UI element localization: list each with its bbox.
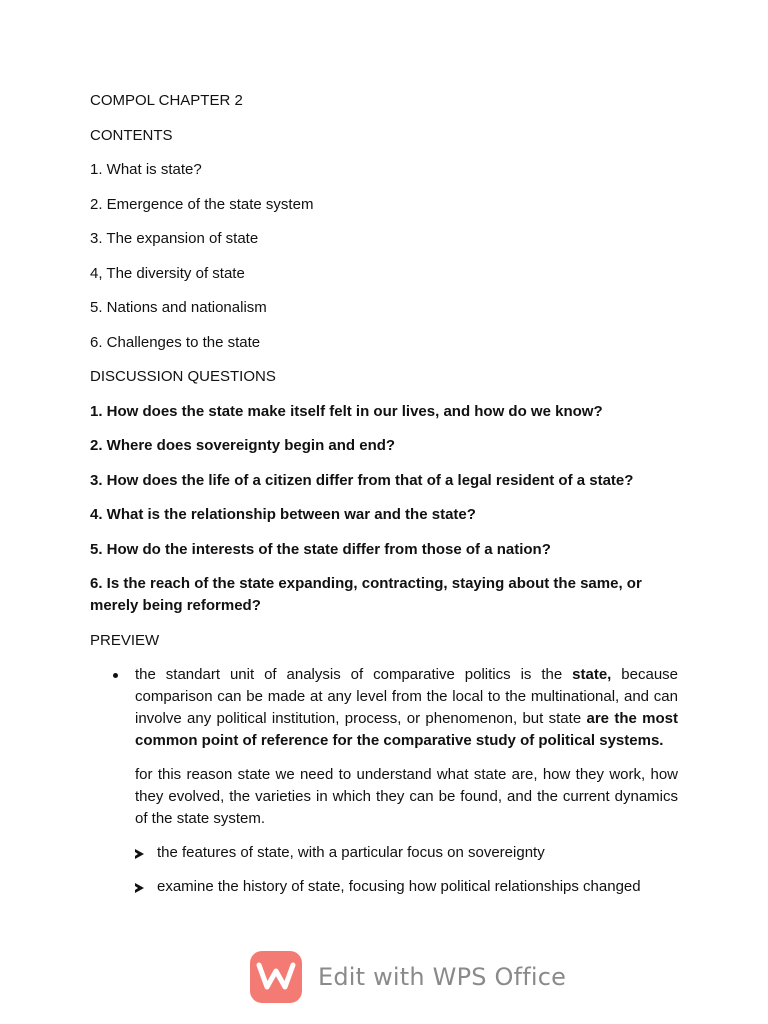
discussion-question: 2. Where does sovereignty begin and end? xyxy=(90,437,396,454)
arrow-item-text: the features of state, with a particular focus on sovereignty xyxy=(157,843,545,861)
contents-item: 2. Emergence of the state system xyxy=(90,195,314,213)
discussion-question: 3. How does the life of a citizen differ from that of a legal resident of a state? xyxy=(90,471,634,489)
arrow-bullet-icon xyxy=(135,883,144,893)
arrow-bullet-icon xyxy=(135,849,144,859)
preview-bullet-list xyxy=(90,664,678,752)
contents-item: 5. Nations and nationalism xyxy=(90,299,267,316)
discussion-question: 4. What is the relationship between war and the state? xyxy=(90,506,476,523)
preview-bullet-item xyxy=(90,664,678,752)
contents-heading: CONTENTS xyxy=(90,126,173,144)
bullet-dot-icon xyxy=(113,673,118,678)
discussion-heading: DISCUSSION QUESTIONS xyxy=(90,368,276,385)
discussion-question: 5. How do the interests of the state differ from those of a nation? xyxy=(90,540,551,558)
bullet-bold-text: are the most common point of reference for the comparative study of political systems. xyxy=(135,709,678,749)
preview-paragraph: for this reason state we need to understand what state are, how they work, how they evolved, the varieties in which they can be found, and the current dynamics of the state system. xyxy=(135,765,678,827)
wps-logo-icon xyxy=(250,951,302,1003)
arrow-list-item xyxy=(135,842,678,864)
contents-item: 4, The diversity of state xyxy=(90,264,245,282)
wps-edit-banner[interactable] xyxy=(250,950,566,1004)
wps-edit-label[interactable]: Edit with WPS Office xyxy=(318,963,567,991)
wps-w-mark-icon xyxy=(256,961,296,993)
bullet-text: the standart unit of analysis of comparative politics is the xyxy=(135,665,573,683)
arrow-list-item xyxy=(135,876,678,898)
preview-heading: PREVIEW xyxy=(90,631,160,649)
document-page xyxy=(90,90,678,911)
document-title: COMPOL CHAPTER 2 xyxy=(90,92,243,109)
contents-item: 6. Challenges to the state xyxy=(90,333,261,351)
arrow-item-text: examine the history of state, focusing how political relationships changed xyxy=(157,878,641,895)
discussion-question: 1. How does the state make itself felt in our lives, and how do we know? xyxy=(90,402,603,420)
contents-item: 3. The expansion of state xyxy=(90,230,259,247)
bullet-text: because comparison can be made at any level from the local to the multinational, and can involve any political institution, process, or phenomenon, but state xyxy=(135,665,679,727)
discussion-question: 6. Is the reach of the state expanding, contracting, staying about the same, or merely being reformed? xyxy=(90,575,642,614)
bullet-bold-text: state, xyxy=(572,665,612,683)
contents-item: 1. What is state? xyxy=(90,161,202,178)
